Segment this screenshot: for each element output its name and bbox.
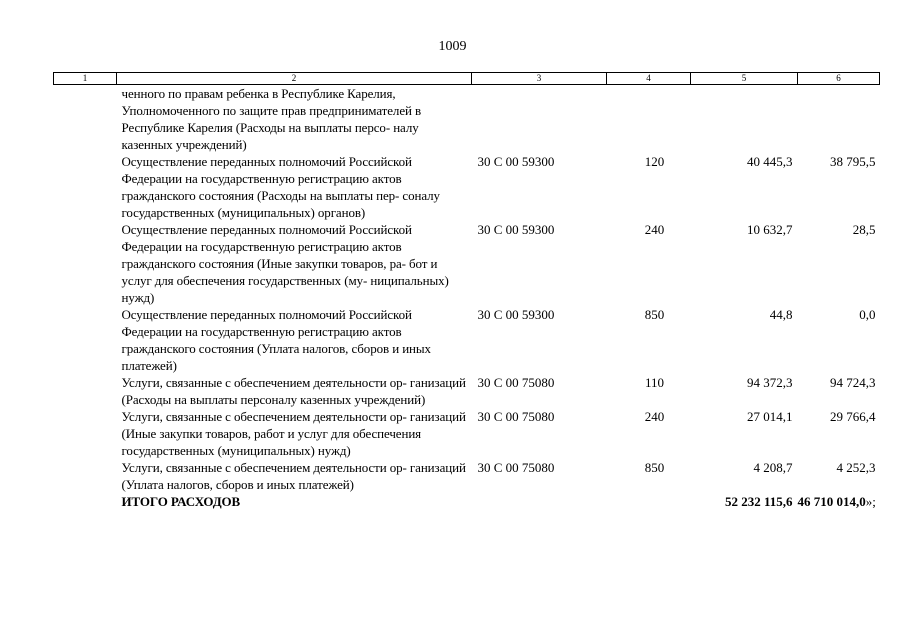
row-number-cell: [54, 85, 117, 154]
expense-type-code: 110: [644, 375, 665, 390]
target-code: 30 С 00 59300: [477, 222, 555, 237]
expense-type-code: [607, 85, 691, 154]
target-code: 30 С 00 75080: [477, 460, 555, 475]
row-number-cell: [54, 459, 117, 493]
amount-column-5: 94 372,3: [747, 375, 793, 390]
amount-column-5: 44,8: [769, 307, 793, 322]
table-row: [54, 408, 880, 459]
target-code: 30 С 00 59300: [477, 307, 555, 322]
table-row: [54, 459, 880, 493]
expense-type-code: [607, 493, 691, 510]
amount-column-5: 40 445,3: [747, 154, 793, 169]
amount-column-6: 0,0: [859, 307, 876, 322]
table-row: [54, 374, 880, 408]
column-header-4: 4: [607, 73, 691, 85]
amount-column-5: 27 014,1: [747, 409, 793, 424]
closing-quote-mark: »;: [865, 494, 876, 509]
total-amount-column-6: [798, 493, 880, 510]
target-code: 30 С 00 59300: [477, 154, 555, 169]
expense-type-code: 850: [644, 460, 665, 475]
expense-name: Услуги, связанные с обеспечением деятельности ор- ганизаций (Иные закупки товаров, работ и услуг для обеспечения государственных (муниципальных) нужд): [121, 409, 466, 458]
expense-name: Осуществление переданных полномочий Российской Федерации на государственную регистрацию актов гражданского состояния (Уплата налогов, сборов и иных платежей): [121, 307, 431, 373]
row-number-cell: [54, 221, 117, 306]
target-code: [472, 85, 607, 154]
expense-name: Осуществление переданных полномочий Российской Федерации на государственную регистрацию актов гражданского состояния (Иные закупки товаров, ра- бот и услуг для обеспечения государственных (му- ниципальных) нужд): [121, 222, 449, 305]
table-header: [54, 73, 880, 85]
expense-name: Услуги, связанные с обеспечением деятельности ор- ганизаций (Расходы на выплаты персоналу казенных учреждений): [121, 375, 466, 407]
amount-column-6: 38 795,5: [830, 154, 876, 169]
amount-column-6: 94 724,3: [830, 375, 876, 390]
amount-column-5: 10 632,7: [747, 222, 793, 237]
column-header-3: 3: [472, 73, 607, 85]
amount-column-5: [691, 85, 798, 154]
amount-column-6: 4 252,3: [836, 460, 876, 475]
expense-type-code: 850: [644, 307, 665, 322]
budget-table-container: [53, 72, 879, 510]
row-number-cell: [54, 493, 117, 510]
table-row: [54, 221, 880, 306]
amount-column-6: 28,5: [852, 222, 876, 237]
row-number-cell: [54, 153, 117, 221]
table-row: [54, 85, 880, 154]
expense-name: ченного по правам ребенка в Республике Карелия, Уполномоченного по защите прав предпринимателей в Республике Карелия (Расходы на выплаты персо- налу казенных учреждений): [121, 86, 422, 152]
column-header-1: 1: [54, 73, 117, 85]
column-header-6: 6: [798, 73, 880, 85]
expense-type-code: 240: [644, 409, 665, 424]
row-number-cell: [54, 306, 117, 374]
target-code: 30 С 00 75080: [477, 375, 555, 390]
amount-column-5: 4 208,7: [753, 460, 793, 475]
column-header-2: 2: [117, 73, 472, 85]
header-row: [54, 73, 880, 85]
row-number-cell: [54, 408, 117, 459]
total-row: [54, 493, 880, 510]
expense-name: Услуги, связанные с обеспечением деятельности ор- ганизаций (Уплата налогов, сборов и иных платежей): [121, 460, 466, 492]
amount-column-6: 29 766,4: [830, 409, 876, 424]
target-code: [472, 493, 607, 510]
row-number-cell: [54, 374, 117, 408]
table-row: [54, 153, 880, 221]
expense-type-code: 240: [644, 222, 665, 237]
total-label: ИТОГО РАСХОДОВ: [121, 494, 241, 509]
amount-column-6: [798, 85, 880, 154]
expense-type-code: 120: [644, 154, 665, 169]
page-number: 1009: [438, 39, 467, 54]
table-row: [54, 306, 880, 374]
total-amount-column-6-value: 46 710 014,0: [797, 494, 866, 509]
table-body: [54, 85, 880, 511]
target-code: 30 С 00 75080: [477, 409, 555, 424]
column-header-5: 5: [691, 73, 798, 85]
budget-table: [53, 72, 880, 510]
expense-name: Осуществление переданных полномочий Российской Федерации на государственную регистрацию актов гражданского состояния (Расходы на выплаты пер- соналу государственных (муниципальных) органов): [121, 154, 440, 220]
total-amount-column-5: 52 232 115,6: [724, 494, 793, 509]
